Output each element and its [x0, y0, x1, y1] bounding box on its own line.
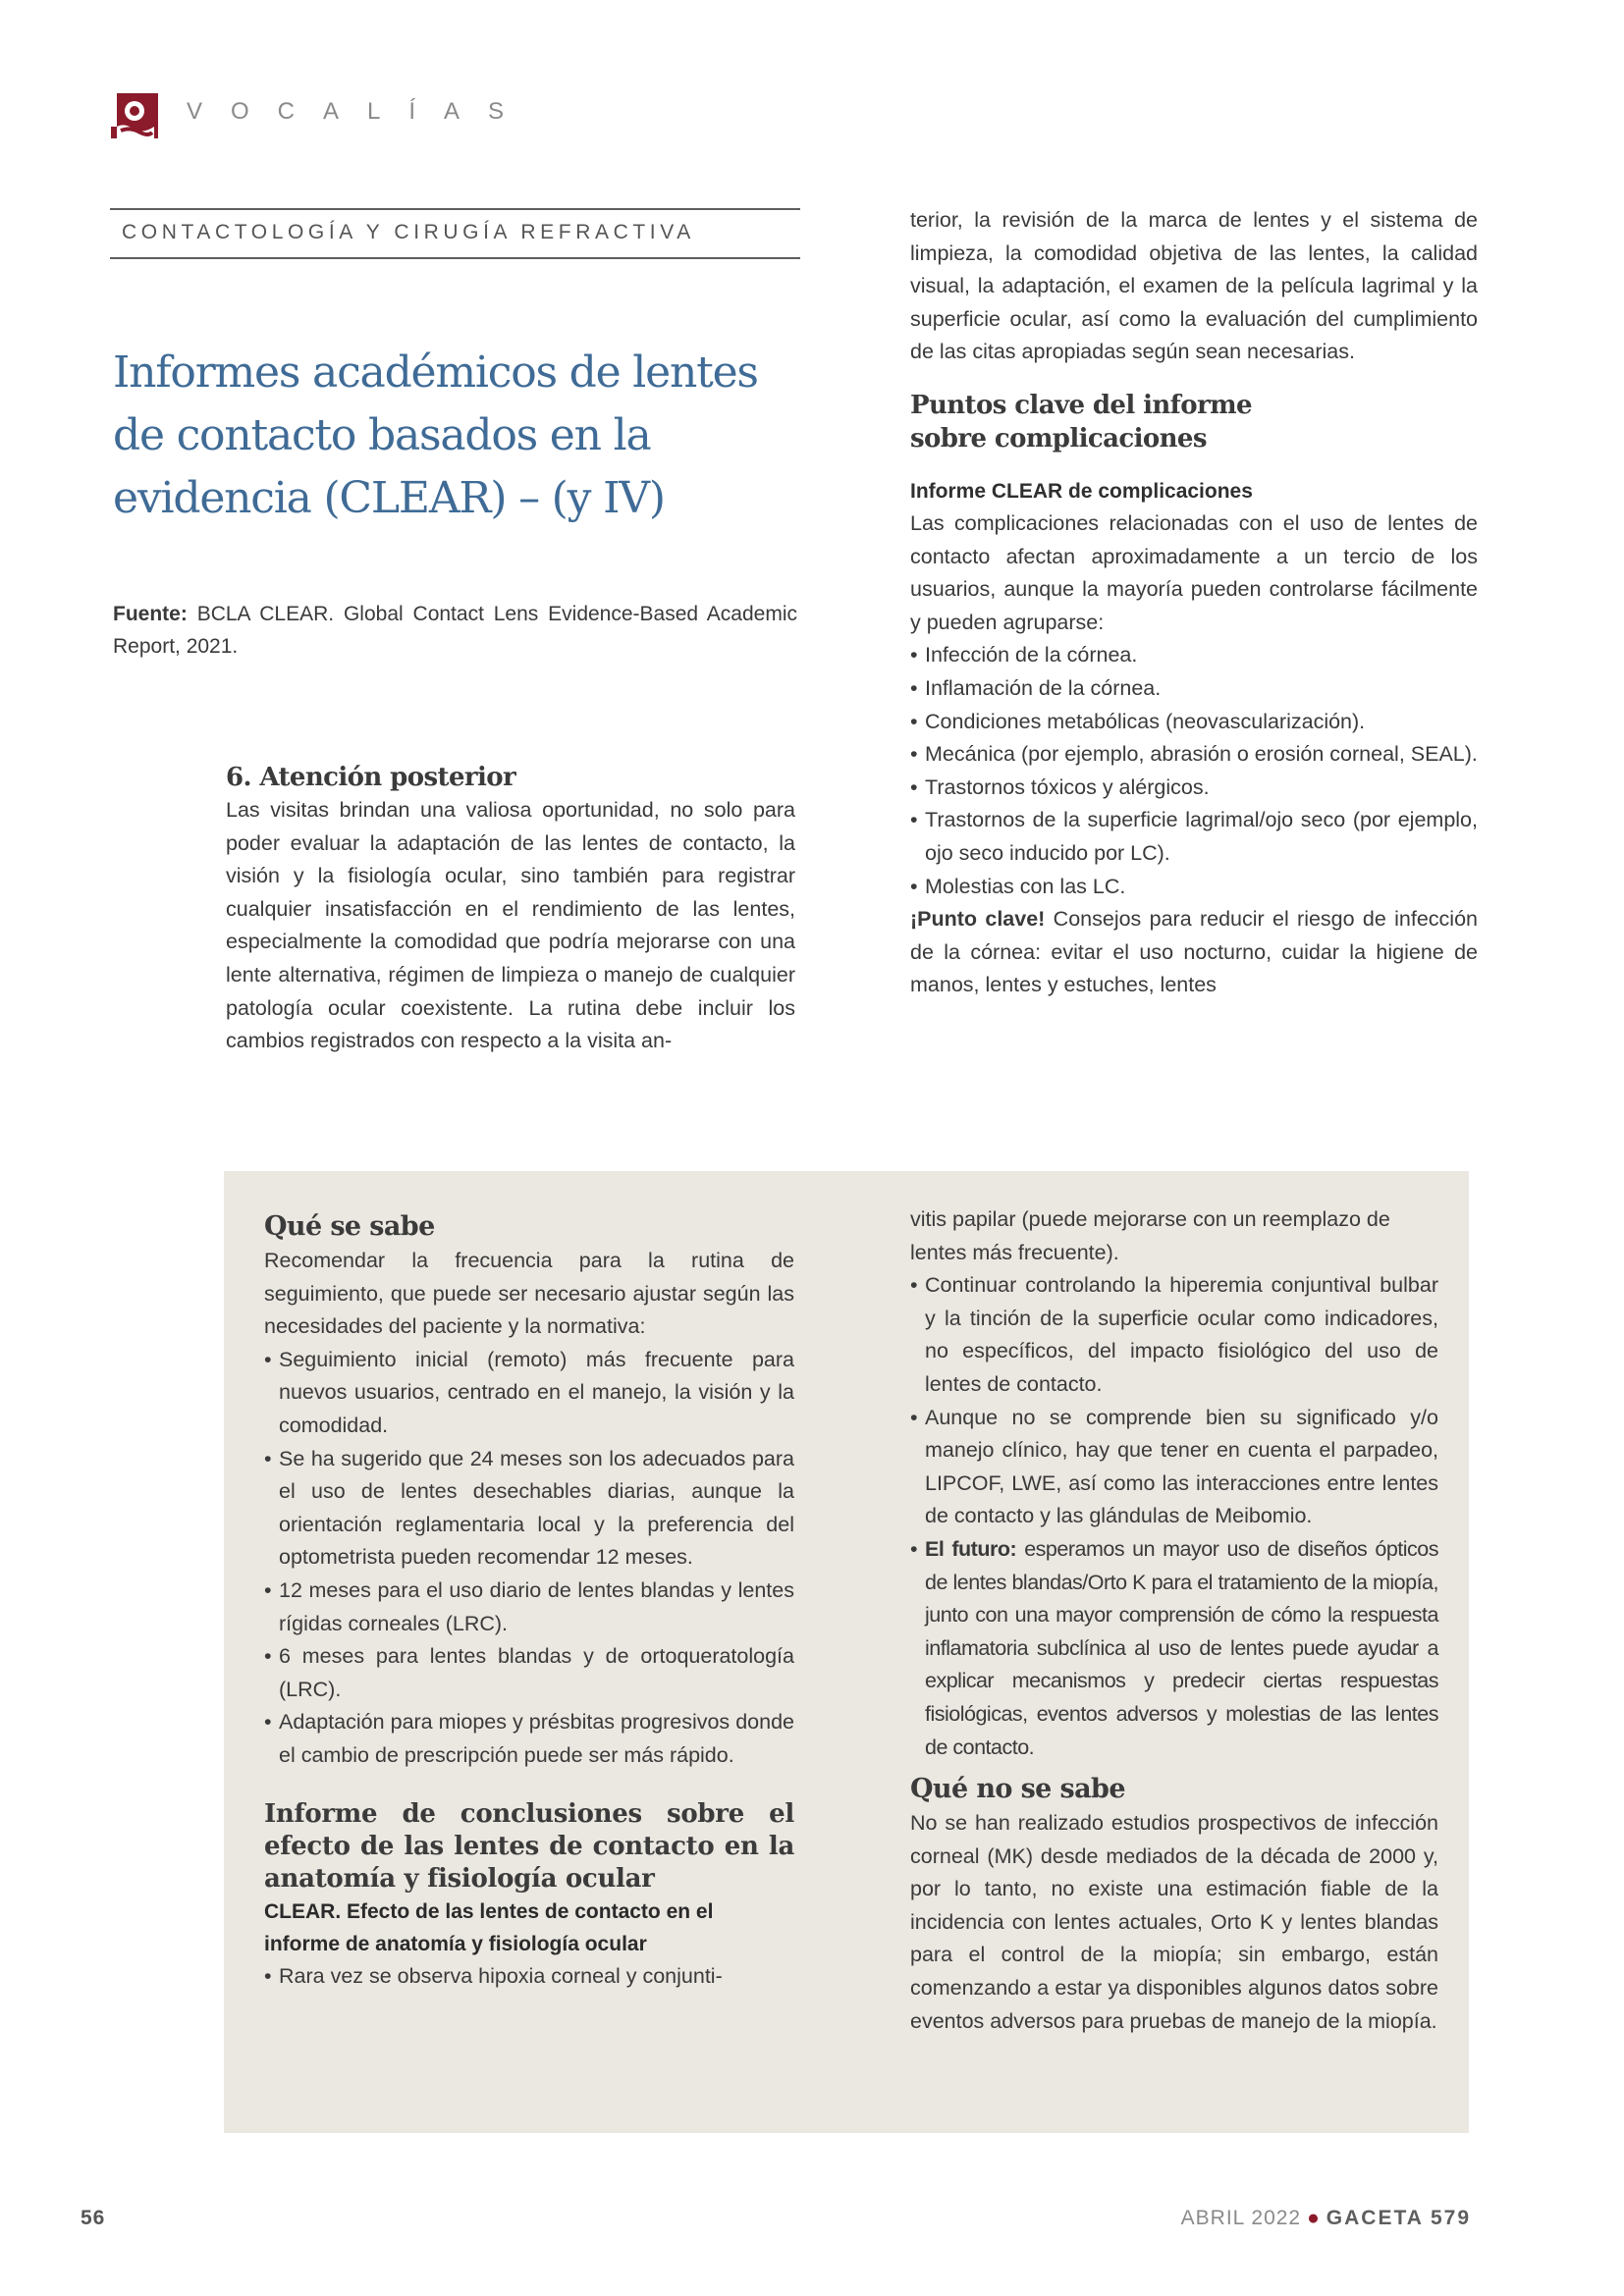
article-title: Informes académicos de lentes de contacto basados en la evidencia (CLEAR) – (y IV)	[113, 347, 758, 523]
known-intro: Recomendar la frecuencia para la rutina de seguimiento, que puede ser necesario ajustar según las necesidades del paciente y la normativa:	[264, 1249, 794, 1339]
source-citation	[113, 598, 797, 663]
conclusions-subheading: CLEAR. Efecto de las lentes de contacto en el informe de anatomía y fisiología ocular	[264, 1899, 714, 1955]
complications-intro: Las complicaciones relacionadas con el uso de lentes de contacto afectan aproximadamente a un tercio de los usuarios, aunque la mayoría pueden controlarse fácilmente y pueden agruparse:	[910, 510, 1478, 634]
list-item: • Trastornos tóxicos y alérgicos.	[910, 772, 1478, 805]
section-atencion-posterior	[226, 761, 795, 1058]
list-item: • Seguimiento inicial (remoto) más frecuente para nuevos usuarios, centrado en el manejo, la visión y la comodidad.	[264, 1344, 794, 1443]
list-item: • Se ha sugerido que 24 meses son los adecuados para el uso de lentes desechables diarias, aunque la orientación reglamentaria local y la preferencia del optometrista pueden recomendar 12 meses.	[264, 1443, 794, 1575]
list-item: • Aunque no se comprende bien su significado y/o manejo clínico, hay que tener en cuenta el parpadeo, LIPCOF, LWE, así como las interacciones entre lentes de contacto y las glándulas de Meibomio.	[910, 1402, 1438, 1533]
known-heading: Qué se sabe	[264, 1211, 435, 1242]
list-item: • Infección de la córnea.	[910, 639, 1478, 672]
section-kicker: VOCALÍAS	[187, 98, 533, 125]
right-column	[910, 204, 1478, 1002]
list-item: • Inflamación de la córnea.	[910, 672, 1478, 706]
summary-box-left-column	[264, 1209, 794, 1993]
list-item: • 12 meses para el uso diario de lentes blandas y lentes rígidas corneales (LRC).	[264, 1575, 794, 1640]
complications-list	[910, 639, 1478, 903]
list-item: • Adaptación para miopes y présbitas progresivos donde el cambio de prescripción puede ser más rápido.	[264, 1706, 794, 1772]
future-label: El futuro:	[925, 1536, 1017, 1561]
publication-name: GACETA 579	[1326, 2207, 1471, 2229]
rubric-banner	[110, 208, 800, 259]
unknown-body: No se han realizado estudios prospectivos de infección corneal (MK) desde mediados de la década de 2000 y, por lo tanto, no existe una estimación fiable de la incidencia con lentes actuales, Orto K y lentes blandas para el control de la miopía; sin embargo, están comenzando a estar ya disponibles algunos datos sobre eventos adversos para pruebas de manejo de la miopía.	[910, 1811, 1438, 2033]
unknown-heading: Qué no se sabe	[910, 1774, 1125, 1805]
summary-box-right-column	[910, 1203, 1438, 2038]
section-heading: 6. Atención posterior	[226, 763, 516, 792]
conclusions-heading: Informe de conclusiones sobre el efecto de las lentes de contacto en la anatomía y fisiología ocular	[264, 1798, 794, 1894]
key-point-text: Consejos para reducir el riesgo de infección de la córnea: evitar el uso nocturno, cuidar la higiene de manos, lentes y estuches, lentes	[910, 907, 1478, 997]
list-item: • Rara vez se observa hipoxia corneal y conjunti-	[264, 1960, 794, 1994]
rubric-label: CONTACTOLOGÍA Y CIRUGÍA REFRACTIVA	[122, 221, 695, 243]
section-body: Las visitas brindan una valiosa oportunidad, no solo para poder evaluar la adaptación de las lentes de contacto, la visión y la fisiología ocular, sino también para registrar cualquier insatisfacción en el rendimiento de las lentes, especialmente la comodidad que podría mejorarse con una lente alternativa, régimen de limpieza o manejo de cualquier patología ocular coexistente. La rutina debe incluir los cambios registrados con respecto a la visita an-	[226, 798, 795, 1053]
list-item: • Mecánica (por ejemplo, abrasión o erosión corneal, SEAL).	[910, 738, 1478, 772]
conclusions-item-continuation: vitis papilar (puede mejorarse con un reemplazo de lentes más frecuente).	[910, 1207, 1390, 1264]
key-point-label: ¡Punto clave!	[910, 907, 1046, 932]
conclusions-list	[910, 1269, 1438, 1764]
section-body-continuation: terior, la revisión de la marca de lentes y el sistema de limpieza, la comodidad objetiva de las lentes, la calidad visual, la adaptación, el examen de la película lagrimal y la superficie ocular, así como la evaluación del cumplimiento de las citas apropiadas según sean necesarias.	[910, 208, 1478, 364]
source-label: Fuente:	[113, 603, 188, 625]
list-item: • Molestias con las LC.	[910, 871, 1478, 904]
bullet-dot-icon: ●	[1307, 2207, 1321, 2229]
known-list	[264, 1344, 794, 1773]
key-point	[910, 903, 1478, 1002]
gaceta-logo	[111, 93, 158, 138]
list-item: • Trastornos de la superficie lagrimal/ojo seco (por ejemplo, ojo seco inducido por LC).	[910, 804, 1478, 870]
page-number: 56	[81, 2207, 106, 2229]
list-item: • Continuar controlando la hiperemia conjuntival bulbar y la tinción de la superficie ocular como indicadores, no específicos, del impacto fisiológico del uso de lentes de contacto.	[910, 1269, 1438, 1401]
list-item-future	[910, 1533, 1438, 1764]
complications-heading: Puntos clave del informe sobre complicaciones	[910, 390, 1252, 454]
issue-date: ABRIL 2022	[1180, 2207, 1302, 2229]
conclusions-list-start	[264, 1960, 794, 1994]
footer-publication	[1181, 2207, 1471, 2230]
list-item: • 6 meses para lentes blandas y de ortoqueratología (LRC).	[264, 1640, 794, 1706]
logo-g-icon	[111, 93, 158, 138]
complications-subheading: Informe CLEAR de complicaciones	[910, 479, 1253, 503]
source-text: BCLA CLEAR. Global Contact Lens Evidence-Based Academic Report, 2021.	[113, 603, 797, 658]
list-item: • Condiciones metabólicas (neovascularización).	[910, 706, 1478, 739]
future-text: esperamos un mayor uso de diseños ópticos de lentes blandas/Orto K para el tratamiento de la miopía, junto con una mayor comprensión de cómo la respuesta inflamatoria subclínica al uso de lentes puede ayudar a explicar mecanismos y predecir ciertas respuestas fisiológicas, eventos adversos y molestias de las lentes de contacto.	[925, 1536, 1438, 1759]
